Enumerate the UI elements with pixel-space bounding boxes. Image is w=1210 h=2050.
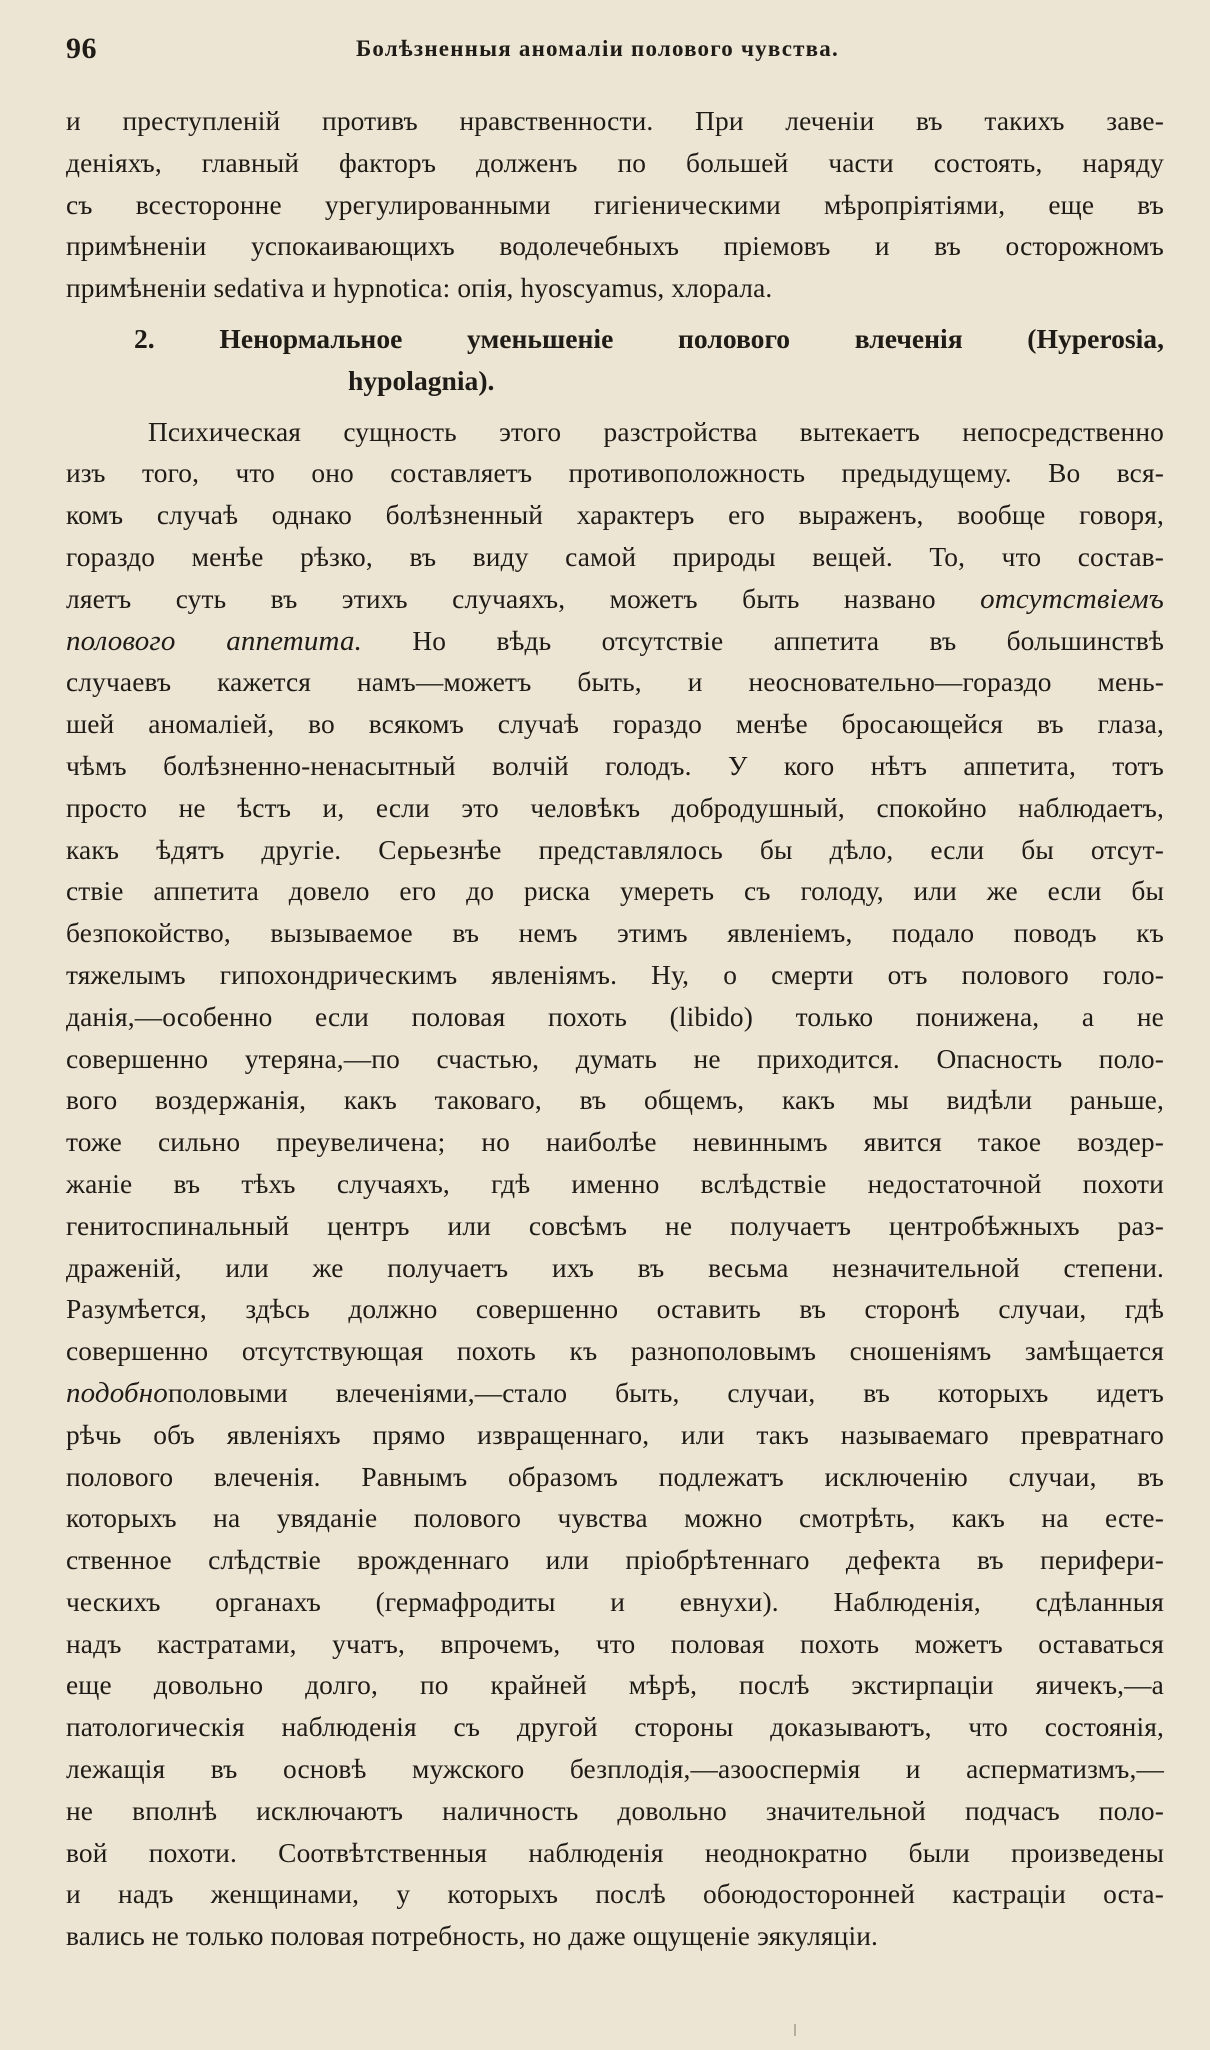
text-line: надъ кастратами, учатъ, впрочемъ, что половая похоть можетъ оставаться [66,1628,1164,1659]
text-line: совершенно отсутствующая похоть къ разнополовымъ сношеніямъ замѣщается [66,1336,1164,1367]
text-line: примѣненіи sedativa и hypnotica: опія, hyoscyamus, хлорала. [66,273,773,304]
emphasized-phrase: полового аппетита. [66,624,363,657]
text-line: примѣненіи успокаивающихъ водолечебныхъ пріемовъ и въ осторожномъ [66,231,1164,262]
emphasized-phrase: отсутствіемъ [980,582,1164,615]
text-line: просто не ѣстъ и, если это человѣкъ добродушный, спокойно наблюдаетъ, [66,792,1164,823]
page-header [66,28,1164,72]
text-line-mixed [66,621,1164,663]
text-line: рѣчь объ явленіяхъ прямо извращеннаго, или такъ называемаго превратнаго [66,1419,1164,1450]
text-line-mixed [66,579,1164,621]
text-line: драженій, или же получаетъ ихъ въ весьма незначительной степени. [66,1252,1164,1283]
text-line: случаевъ кажется намъ—можетъ быть, и неосновательно—гораздо мень- [66,667,1164,698]
text-segment: Но вѣдь отсутствіе аппетита въ большинствѣ [412,625,1164,656]
text-line: тоже сильно преувеличена; но наиболѣе невиннымъ явится такое воздер- [66,1127,1164,1158]
text-line: шей аномаліей, во всякомъ случаѣ гораздо менѣе бросающейся въ глаза, [66,709,1164,740]
text-line: не вполнѣ исключаютъ наличность довольно значительной подчасъ поло- [66,1795,1164,1826]
text-line: вого воздержанія, какъ таковаго, въ общемъ, какъ мы видѣли раньше, [66,1085,1164,1116]
text-line: которыхъ на увяданіе полового чувства можно смотрѣть, какъ на есте- [66,1503,1164,1534]
book-page [66,28,1164,2022]
text-line: ственное слѣдствіе врожденнаго или пріобрѣтеннаго дефекта въ перифери- [66,1545,1164,1576]
text-line: вой похоти. Соотвѣтственныя наблюденія неоднократно были произведены [66,1837,1164,1868]
text-line: Психическая сущность этого разстройства вытекаетъ непосредственно [148,416,1164,447]
section-heading-continued: hypolagnia). [348,364,495,396]
text-line: полового влеченія. Равнымъ образомъ подлежатъ исключенію случаи, въ [66,1461,1164,1492]
text-line: жаніе въ тѣхъ случаяхъ, гдѣ именно вслѣдствіе недостаточной похоти [66,1168,1164,1199]
text-segment: ляетъ суть въ этихъ случаяхъ, можетъ быть названо [66,583,936,614]
text-line: чѣмъ болѣзненно-ненасытный волчій голодъ. У кого нѣтъ аппетита, тотъ [66,750,1164,781]
text-line: деніяхъ, главный факторъ долженъ по большей части состоять, наряду [66,147,1164,178]
text-line: съ всесторонне урегулированными гигіеническими мѣропріятіями, еще въ [66,189,1164,220]
text-line: и надъ женщинами, у которыхъ послѣ обоюдосторонней кастраціи оста- [66,1879,1164,1910]
running-title: Болѣзненныя аномаліи полового чувства. [356,36,839,61]
text-line: Разумѣется, здѣсь должно совершенно оставить въ сторонѣ случаи, гдѣ [66,1294,1164,1325]
text-line: изъ того, что оно составляетъ противоположность предыдущему. Во вся- [66,458,1164,489]
text-line: ческихъ органахъ (гермафродиты и евнухи). Наблюденія, сдѣланныя [66,1586,1164,1617]
section-heading: 2. Ненормальное уменьшеніе полового влеченія (Hyperosia, [134,322,1164,354]
text-line: еще довольно долго, по крайней мѣрѣ, послѣ экстирпаціи яичекъ,—а [66,1670,1164,1701]
text-line: безпокойство, вызываемое въ немъ этимъ явленіемъ, подало поводъ къ [66,918,1164,949]
text-line: ствіе аппетита довело его до риска умереть съ голоду, или же если бы [66,876,1164,907]
text-line-mixed [66,1373,1164,1415]
text-line: совершенно утеряна,—по счастью, думать не приходится. Опасность поло- [66,1043,1164,1074]
text-line: вались не только половая потребность, но даже ощущеніе эякуляціи. [66,1921,879,1952]
text-line: и преступленій противъ нравственности. При леченіи въ такихъ заве- [66,106,1164,136]
page-number: 96 [66,32,97,65]
text-line: лежащія въ основѣ мужского безплодія,—азооспермія и асперматизмъ,— [66,1754,1164,1785]
text-line: тяжелымъ гипохондрическимъ явленіямъ. Ну, о смерти отъ полового голо- [66,959,1164,990]
body-text [66,101,1164,1958]
text-line: гораздо менѣе рѣзко, въ виду самой природы вещей. То, что состав- [66,541,1164,572]
text-line: комъ случаѣ однако болѣзненный характеръ его выраженъ, вообще говоря, [66,500,1164,531]
text-line: патологическія наблюденія съ другой стороны доказываютъ, что состоянія, [66,1712,1164,1743]
text-line: какъ ѣдятъ другіе. Серьезнѣе представлялось бы дѣло, если бы отсут- [66,834,1164,865]
text-segment: половыми влеченіями,—стало быть, случаи, въ которыхъ идетъ [167,1377,1164,1408]
emphasized-phrase: подобно [66,1376,168,1409]
text-line: генитоспинальный центръ или совсѣмъ не получаетъ центробѣжныхъ раз- [66,1210,1164,1241]
print-speck [794,2024,796,2036]
text-line: данія,—особенно если половая похоть (libido) только понижена, а не [66,1001,1164,1032]
